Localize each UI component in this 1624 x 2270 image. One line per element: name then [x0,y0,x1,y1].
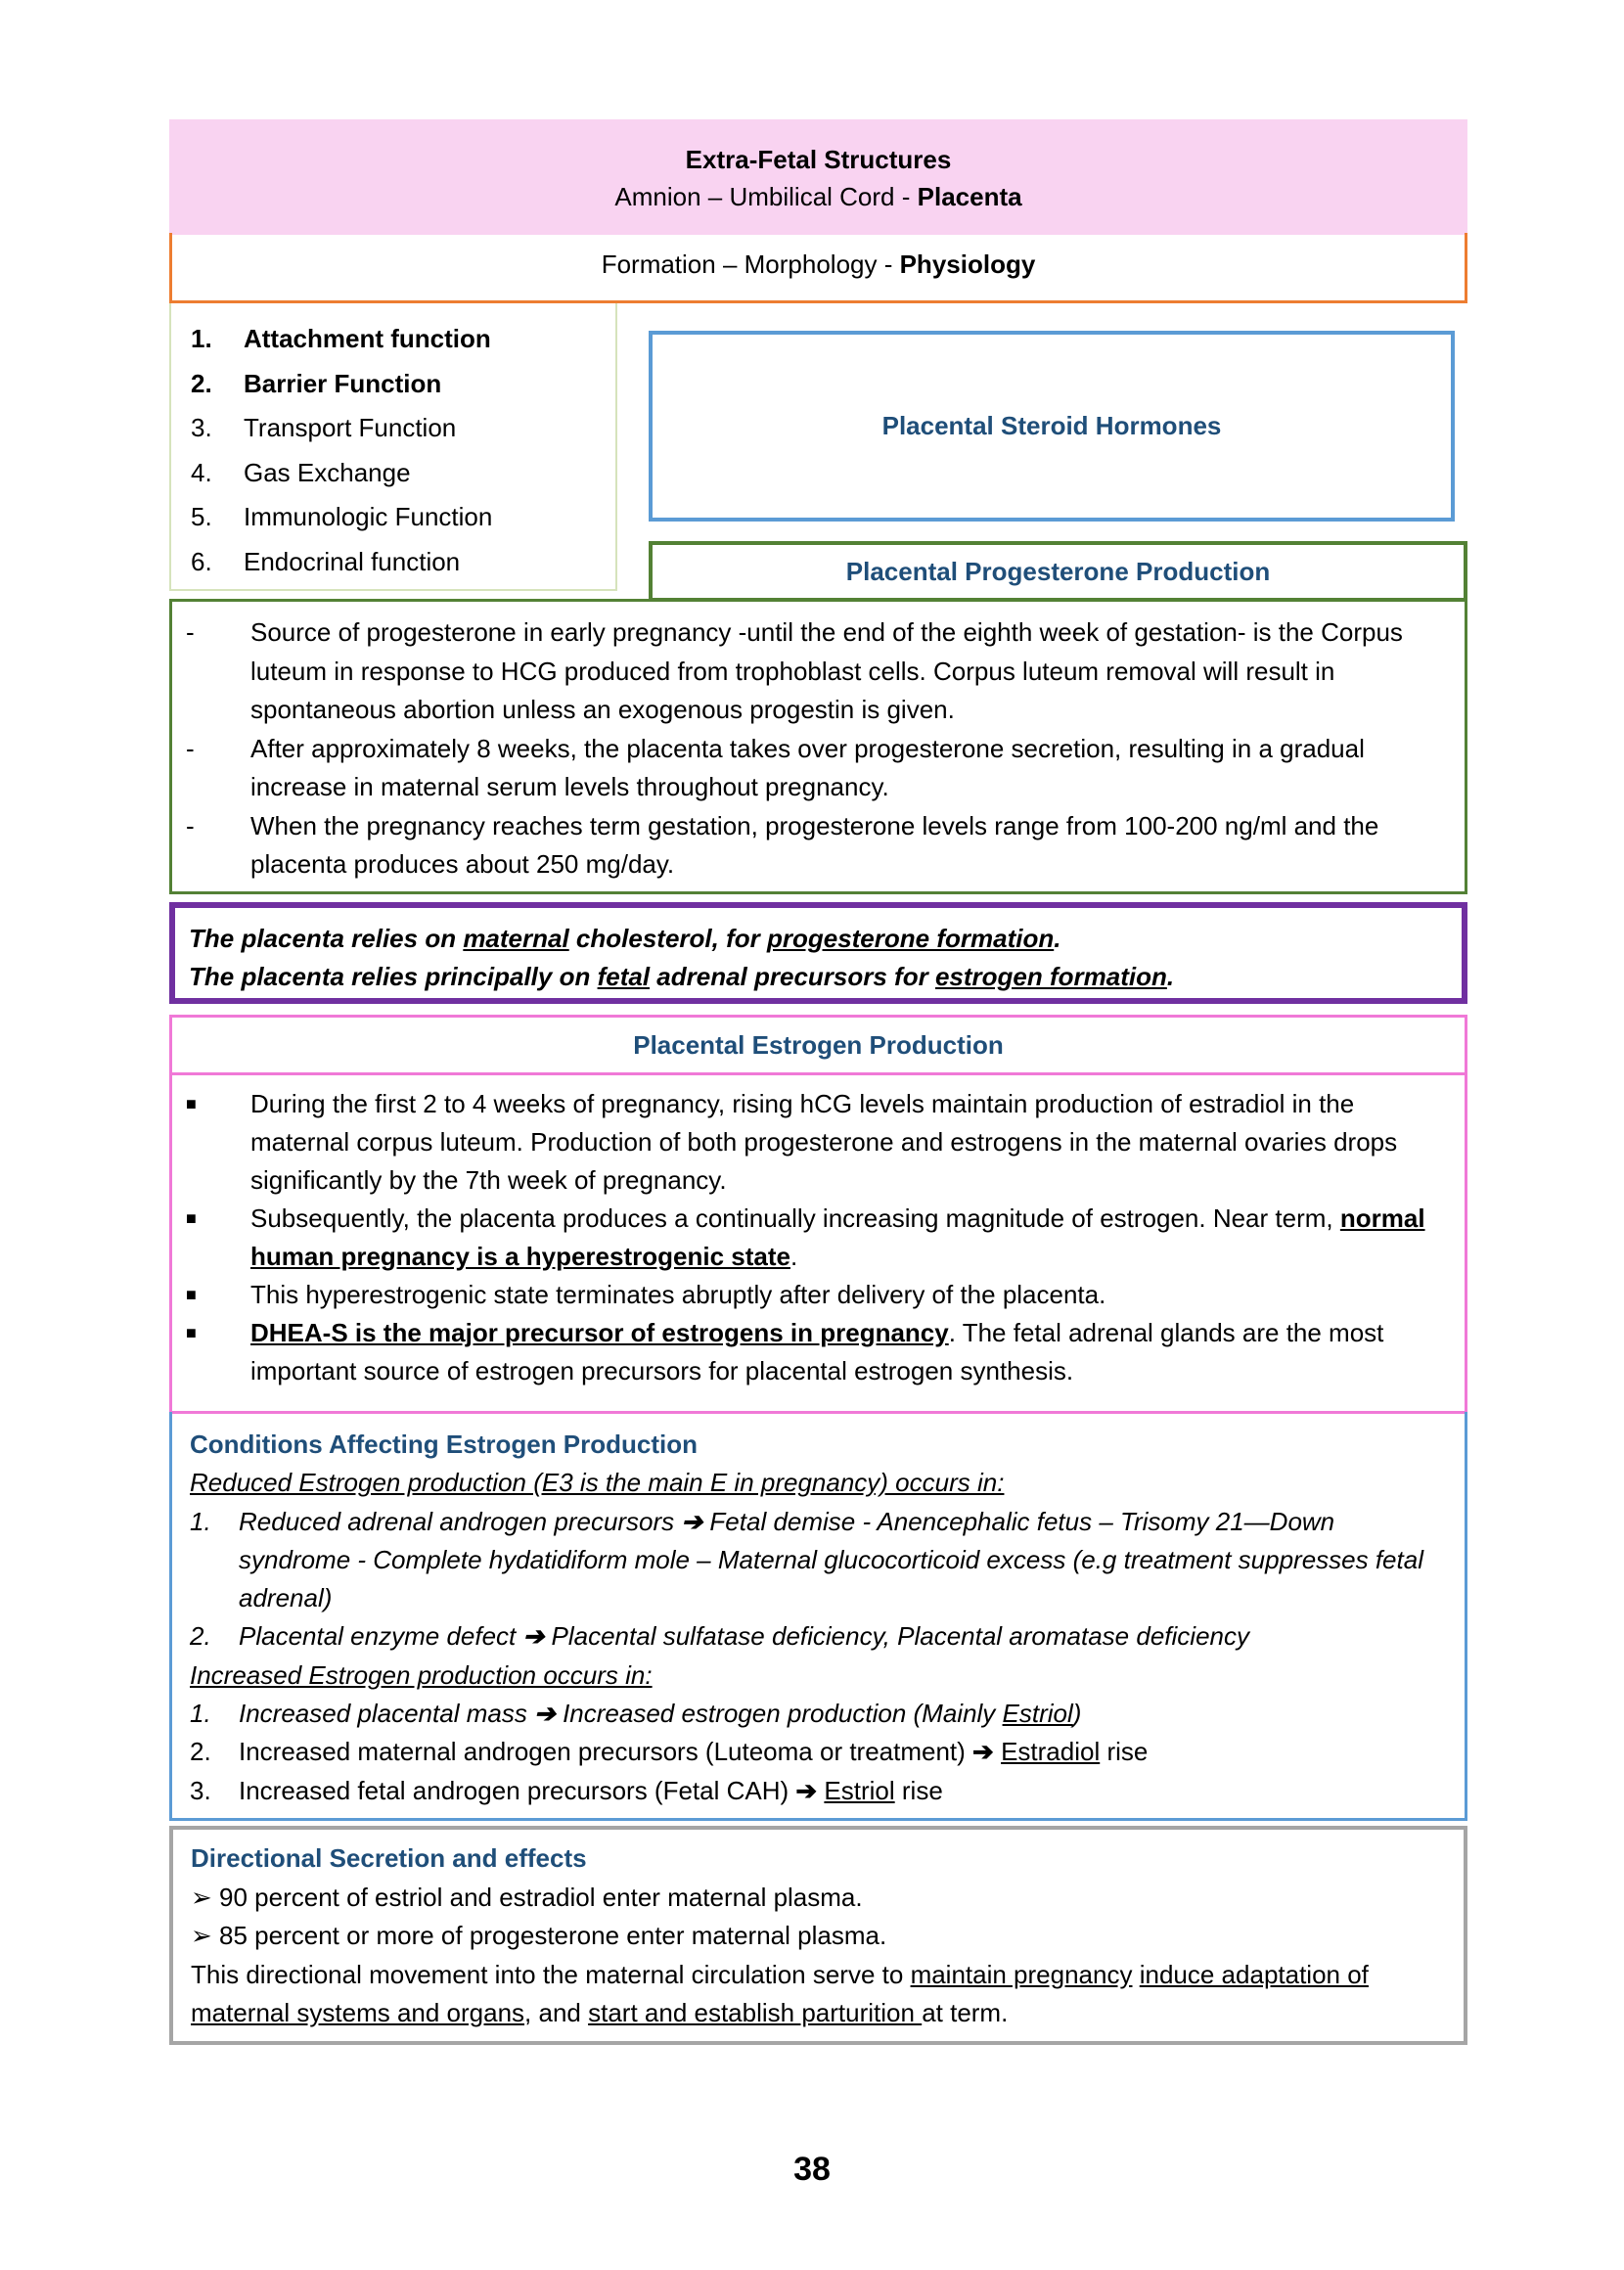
estrogen-body [169,1073,1467,1414]
estrogen-title: Placental Estrogen Production [633,1029,1004,1060]
arrow-right-icon: ➔ [534,1699,556,1729]
square-bullet-icon: ■ [186,1323,197,1342]
emphasis: estrogen formation [934,962,1167,991]
item-number: 4. [191,457,212,487]
functions-list [169,303,617,591]
item-text [250,1200,1451,1276]
function-item [191,362,615,407]
text: . [789,1242,798,1271]
list-item [191,1917,1446,1956]
directional-title: Directional Secretion and effects [191,1843,587,1873]
item-text: When the pregnancy reaches term gestation, progesterone levels range from 100-200 ng/ml and the placenta produces about 250 mg/day. [250,810,1379,879]
text: This directional movement into the maternal circulation serve to [191,1959,911,1989]
page-number: 38 [793,2151,831,2188]
text: ) [1072,1699,1082,1729]
item-number: 2. [190,1621,211,1652]
cause: Increased maternal androgen precursors (Luteoma or treatment) [239,1737,973,1767]
effect: Increased estrogen production (Mainly [555,1699,1003,1729]
text: The placenta relies on [189,924,464,953]
emphasis: fetal [597,962,651,991]
steroid-hormones-title: Placental Steroid Hormones [881,411,1222,440]
subtitle-prefix: Amnion – Umbilical Cord - [614,182,918,211]
cause: Placental enzyme defect [239,1621,523,1652]
function-item [191,451,615,496]
conditions-box [169,1412,1467,1821]
estrogen-header [169,1015,1467,1075]
item-number: 1. [190,1699,211,1729]
cause: Reduced adrenal androgen precursors [239,1506,682,1536]
list-item [186,1085,1451,1200]
item-label: Endocrinal function [244,546,461,576]
key-note-box [169,902,1467,1004]
text: . The fetal adrenal glands are the most important source of estrogen precursors for placental estrogen synthesis. [250,1318,1384,1385]
item-label: Gas Exchange [244,457,411,487]
emphasis: induce adaptation of maternal systems and organs [191,1959,1369,2027]
item-label: Barrier Function [244,368,442,398]
text: . [1166,962,1175,991]
cause: Increased placental mass [239,1699,535,1729]
item-number: 1. [191,324,212,353]
increased-heading: Increased Estrogen production occurs in: [190,1659,653,1690]
progesterone-title: Placental Progesterone Production [845,556,1271,586]
function-item [191,406,615,451]
directional-box [169,1826,1467,2045]
list-item [190,1733,1447,1771]
text: adrenal precursors for [650,962,935,991]
document-header [169,119,1467,235]
list-item [190,1695,1447,1733]
emphasis: Estriol [1002,1699,1073,1729]
emphasis: normal human pregnancy is a hyperestrogenic state [250,1203,1425,1271]
emphasis: Estriol [824,1775,895,1805]
text: , and [524,1998,589,2027]
item-text: After approximately 8 weeks, the placenta takes over progesterone secretion, resulting in a gradual increase in maternal serum levels throughout pregnancy. [250,733,1365,801]
function-item [191,317,615,362]
emphasis: Estradiol [1001,1737,1101,1767]
text: The placenta relies principally on [189,962,598,991]
item-text: Source of progesterone in early pregnancy -until the end of the eighth week of gestation- is the Corpus luteum in response to HCG produced from trophoblast cells. Corpus luteum removal will result in spontaneous abortion unless an exogenous progestin is given. [250,617,1403,724]
list-item [186,1200,1451,1276]
directional-paragraph [191,1956,1446,2033]
arrow-right-icon: ➔ [972,1737,994,1767]
dash-marker: - [186,810,195,840]
item-number: 3. [191,413,212,442]
text: cholesterol, for [568,924,767,953]
square-bullet-icon: ■ [186,1285,197,1304]
item-label: Transport Function [244,413,457,442]
reduced-heading: Reduced Estrogen production (E3 is the main E in pregnancy) occurs in: [190,1468,1005,1498]
arrow-right-icon: ➔ [522,1621,545,1652]
text: rise [894,1775,943,1805]
note-line [189,920,1448,958]
text: at term. [922,1998,1009,2027]
item-label: Immunologic Function [244,502,493,531]
text: Subsequently, the placenta produces a continually increasing magnitude of estrogen. Near term, [250,1203,1340,1233]
subtitle-bold: Placenta [917,182,1022,211]
item-text: 90 percent of estriol and estradiol enter maternal plasma. [219,1882,863,1912]
item-text: During the first 2 to 4 weeks of pregnancy, rising hCG levels maintain production of estradiol in the maternal corpus luteum. Production of both progesterone and estrogens in the maternal ovaries drops significantly by the 7th week of pregnancy. [250,1089,1398,1195]
list-item [186,1314,1451,1390]
item-text [250,1314,1451,1390]
note-line [189,958,1448,996]
subheader-bold: Physiology [899,250,1036,279]
arrow-right-icon: ➔ [795,1775,818,1805]
item-number: 1. [190,1506,211,1536]
square-bullet-icon: ■ [186,1094,197,1113]
dash-marker: - [186,733,195,763]
text: rise [1100,1737,1149,1767]
text [1132,1960,1139,1989]
progesterone-body [169,599,1467,894]
header-title: Extra-Fetal Structures [685,145,952,174]
square-bullet-icon: ■ [186,1208,197,1228]
emphasis: maternal [463,924,569,953]
item-number: 2. [191,368,212,398]
emphasis: progesterone formation [766,924,1055,953]
dash-marker: - [186,617,195,647]
item-number: 5. [191,502,212,531]
list-item [186,730,1451,807]
subheader-prefix: Formation – Morphology - [601,250,900,279]
item-number: 6. [191,546,212,576]
function-item [191,495,615,540]
subheader-box [169,233,1467,303]
effect: Placental sulfatase deficiency, Placental aromatase deficiency [544,1621,1249,1652]
arrowhead-bullet-icon: ➢ [191,1882,212,1912]
arrowhead-bullet-icon: ➢ [191,1921,212,1950]
effect: Fetal demise - Anencephalic fetus – Trisomy 21—Down syndrome - Complete hydatidiform mole – Maternal glucocorticoid excess (e.g treatment suppresses fetal adrenal) [239,1506,1423,1613]
list-item [190,1503,1447,1618]
list-item [186,1276,1451,1314]
list-item [191,1879,1446,1918]
header-subtitle [169,178,1467,215]
item-text: This hyperestrogenic state terminates abruptly after delivery of the placenta. [250,1280,1106,1309]
emphasis: DHEA-S is the major precursor of estrogens in pregnancy [250,1318,949,1347]
steroid-hormones-box [649,331,1455,522]
emphasis: start and establish parturition [588,1998,923,2027]
arrow-right-icon: ➔ [681,1506,703,1536]
effect [994,1737,1001,1766]
item-number: 3. [190,1775,211,1805]
conditions-title: Conditions Affecting Estrogen Production [190,1430,699,1459]
item-number: 2. [190,1737,211,1767]
list-item [186,613,1451,730]
list-item [190,1617,1447,1656]
text: . [1054,924,1061,953]
emphasis: maintain pregnancy [910,1959,1133,1989]
list-item [186,807,1451,885]
cause: Increased fetal androgen precursors (Fetal CAH) [239,1775,796,1805]
progesterone-header [649,541,1467,602]
function-item [191,540,615,585]
list-item [190,1772,1447,1810]
item-text: 85 percent or more of progesterone enter maternal plasma. [219,1921,887,1950]
item-label: Attachment function [244,324,491,353]
